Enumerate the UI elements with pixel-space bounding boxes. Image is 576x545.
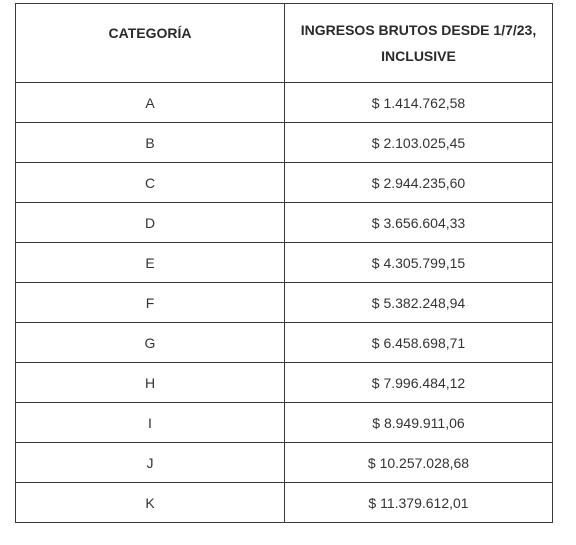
category-cell: J xyxy=(16,443,285,483)
table-row xyxy=(16,123,553,163)
table-row xyxy=(16,403,553,443)
table-row xyxy=(16,203,553,243)
category-cell: A xyxy=(16,83,285,123)
header-gross-income: INGRESOS BRUTOS DESDE 1/7/23, INCLUSIVE xyxy=(285,4,553,83)
category-cell: K xyxy=(16,483,285,523)
table-row xyxy=(16,283,553,323)
table-row xyxy=(16,83,553,123)
amount-cell: $ 2.103.025,45 xyxy=(285,123,553,163)
table-row xyxy=(16,163,553,203)
header-category: CATEGORÍA xyxy=(16,4,285,83)
table-row xyxy=(16,243,553,283)
amount-cell: $ 11.379.612,01 xyxy=(285,483,553,523)
amount-cell: $ 2.944.235,60 xyxy=(285,163,553,203)
table-row xyxy=(16,443,553,483)
categories-income-table xyxy=(15,3,553,523)
category-cell: E xyxy=(16,243,285,283)
category-cell: B xyxy=(16,123,285,163)
amount-cell: $ 10.257.028,68 xyxy=(285,443,553,483)
amount-cell: $ 6.458.698,71 xyxy=(285,323,553,363)
amount-cell: $ 3.656.604,33 xyxy=(285,203,553,243)
amount-cell: $ 5.382.248,94 xyxy=(285,283,553,323)
category-cell: G xyxy=(16,323,285,363)
table-row xyxy=(16,483,553,523)
category-cell: I xyxy=(16,403,285,443)
category-cell: F xyxy=(16,283,285,323)
amount-cell: $ 8.949.911,06 xyxy=(285,403,553,443)
amount-cell: $ 7.996.484,12 xyxy=(285,363,553,403)
category-cell: C xyxy=(16,163,285,203)
category-cell: H xyxy=(16,363,285,403)
amount-cell: $ 4.305.799,15 xyxy=(285,243,553,283)
amount-cell: $ 1.414.762,58 xyxy=(285,83,553,123)
table-header-row xyxy=(16,4,553,83)
category-cell: D xyxy=(16,203,285,243)
categories-table-container xyxy=(15,3,552,523)
table-row xyxy=(16,323,553,363)
table-row xyxy=(16,363,553,403)
